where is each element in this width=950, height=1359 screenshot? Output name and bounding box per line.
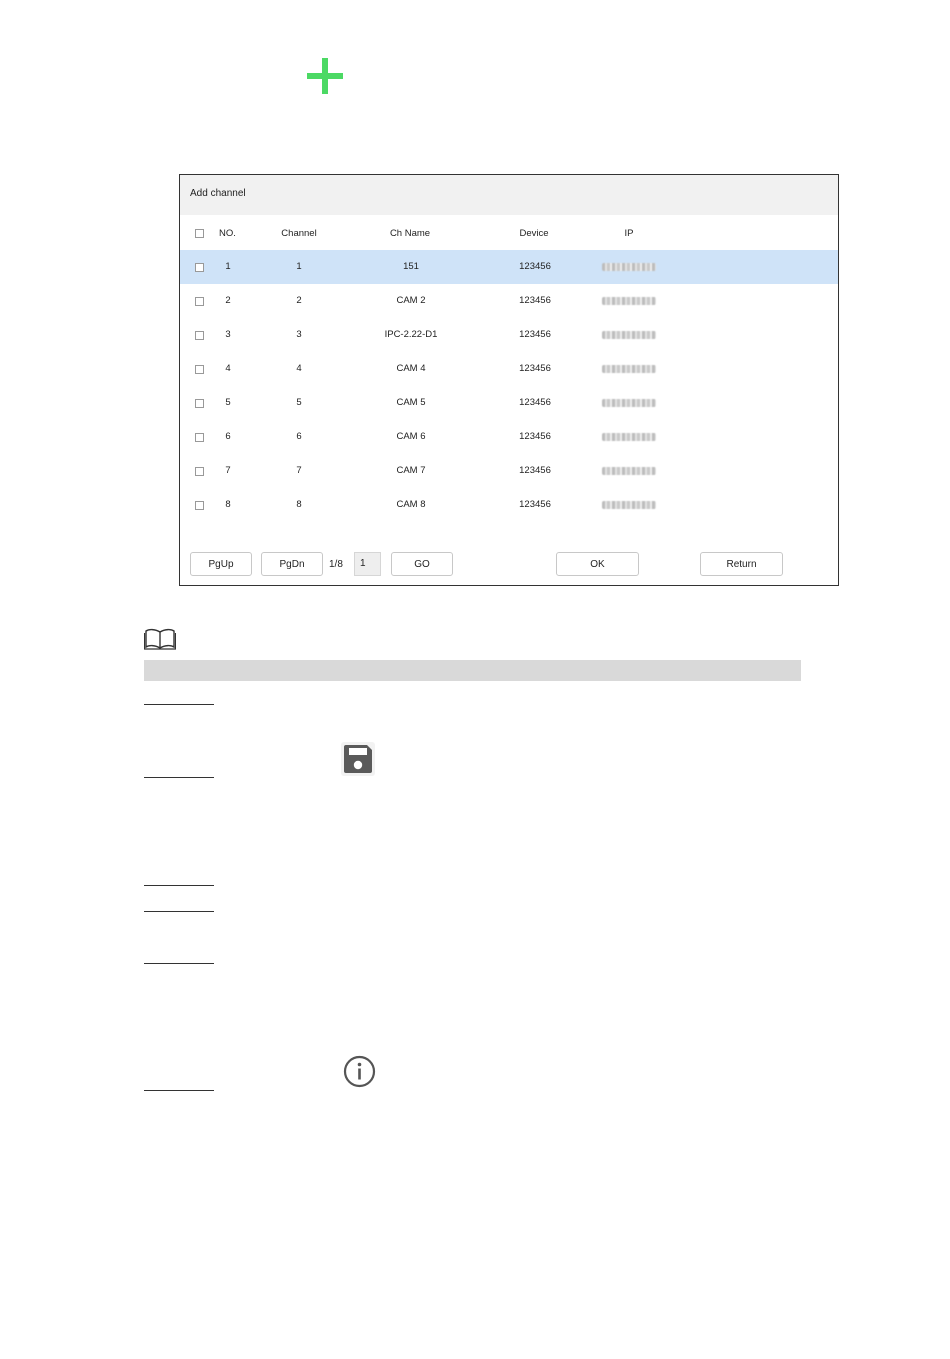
step-marker	[144, 885, 214, 886]
add-icon	[307, 58, 343, 94]
page-indicator: 1/8	[329, 559, 343, 570]
row-checkbox[interactable]	[195, 297, 204, 306]
row-no: 3	[225, 329, 231, 340]
row-device: 123456	[519, 329, 551, 340]
row-no: 4	[225, 363, 231, 374]
table-row[interactable]	[180, 420, 838, 454]
row-no: 5	[225, 397, 231, 408]
row-device: 123456	[519, 261, 551, 272]
row-checkbox[interactable]	[195, 433, 204, 442]
column-device: Device	[519, 228, 549, 239]
ok-button[interactable]: OK	[556, 552, 639, 576]
row-ch-name: CAM 8	[396, 499, 426, 510]
row-no: 1	[225, 261, 231, 272]
row-device: 123456	[519, 499, 551, 510]
row-ip-redacted	[602, 467, 656, 475]
table-row[interactable]	[180, 250, 838, 284]
row-device: 123456	[519, 397, 551, 408]
step-marker	[144, 911, 214, 912]
info-icon	[343, 1055, 376, 1088]
note-bar	[144, 660, 801, 681]
row-ch-name: CAM 7	[396, 465, 426, 476]
row-ch-name: CAM 4	[396, 363, 426, 374]
column-ch-name: Ch Name	[389, 228, 431, 239]
row-device: 123456	[519, 295, 551, 306]
row-ip-redacted	[602, 501, 656, 509]
row-channel: 2	[296, 295, 302, 306]
book-icon	[144, 628, 176, 650]
row-ip-redacted	[602, 433, 656, 441]
add-channel-dialog	[179, 174, 839, 586]
step-marker	[144, 963, 214, 964]
table-row[interactable]	[180, 386, 838, 420]
table-row[interactable]	[180, 352, 838, 386]
row-ip-redacted	[602, 297, 656, 305]
pgup-button[interactable]: PgUp	[190, 552, 252, 576]
row-no: 6	[225, 431, 231, 442]
row-channel: 8	[296, 499, 302, 510]
row-channel: 7	[296, 465, 302, 476]
row-ip-redacted	[602, 263, 656, 271]
step-marker	[144, 777, 214, 778]
row-device: 123456	[519, 431, 551, 442]
dialog-title: Add channel	[190, 188, 246, 199]
row-checkbox[interactable]	[195, 263, 204, 272]
row-ip-redacted	[602, 365, 656, 373]
table-row[interactable]	[180, 318, 838, 352]
row-checkbox[interactable]	[195, 331, 204, 340]
row-no: 7	[225, 465, 231, 476]
row-channel: 4	[296, 363, 302, 374]
return-button[interactable]: Return	[700, 552, 783, 576]
row-channel: 3	[296, 329, 302, 340]
table-header	[180, 215, 838, 250]
column-no: NO.	[219, 228, 236, 239]
pgdn-button[interactable]: PgDn	[261, 552, 323, 576]
select-all-checkbox[interactable]	[195, 229, 204, 238]
row-channel: 6	[296, 431, 302, 442]
row-ch-name: 151	[403, 261, 419, 272]
row-checkbox[interactable]	[195, 399, 204, 408]
row-checkbox[interactable]	[195, 501, 204, 510]
row-ch-name: CAM 6	[396, 431, 426, 442]
column-ip: IP	[624, 228, 634, 239]
table-row[interactable]	[180, 488, 838, 522]
row-ip-redacted	[602, 331, 656, 339]
page-number-input[interactable]: 1	[354, 552, 381, 576]
table-row[interactable]	[180, 454, 838, 488]
row-checkbox[interactable]	[195, 467, 204, 476]
row-no: 2	[225, 295, 231, 306]
row-ch-name: CAM 2	[396, 295, 426, 306]
row-channel: 5	[296, 397, 302, 408]
row-ch-name: IPC-2.22-D1	[384, 329, 438, 340]
row-channel: 1	[296, 261, 302, 272]
step-marker	[144, 704, 214, 705]
row-device: 123456	[519, 465, 551, 476]
row-no: 8	[225, 499, 231, 510]
row-device: 123456	[519, 363, 551, 374]
row-ip-redacted	[602, 399, 656, 407]
go-button[interactable]: GO	[391, 552, 453, 576]
step-marker	[144, 1090, 214, 1091]
table-row[interactable]	[180, 284, 838, 318]
save-icon	[341, 742, 375, 776]
column-channel: Channel	[281, 228, 317, 239]
row-ch-name: CAM 5	[396, 397, 426, 408]
dialog-header	[180, 175, 838, 215]
row-checkbox[interactable]	[195, 365, 204, 374]
